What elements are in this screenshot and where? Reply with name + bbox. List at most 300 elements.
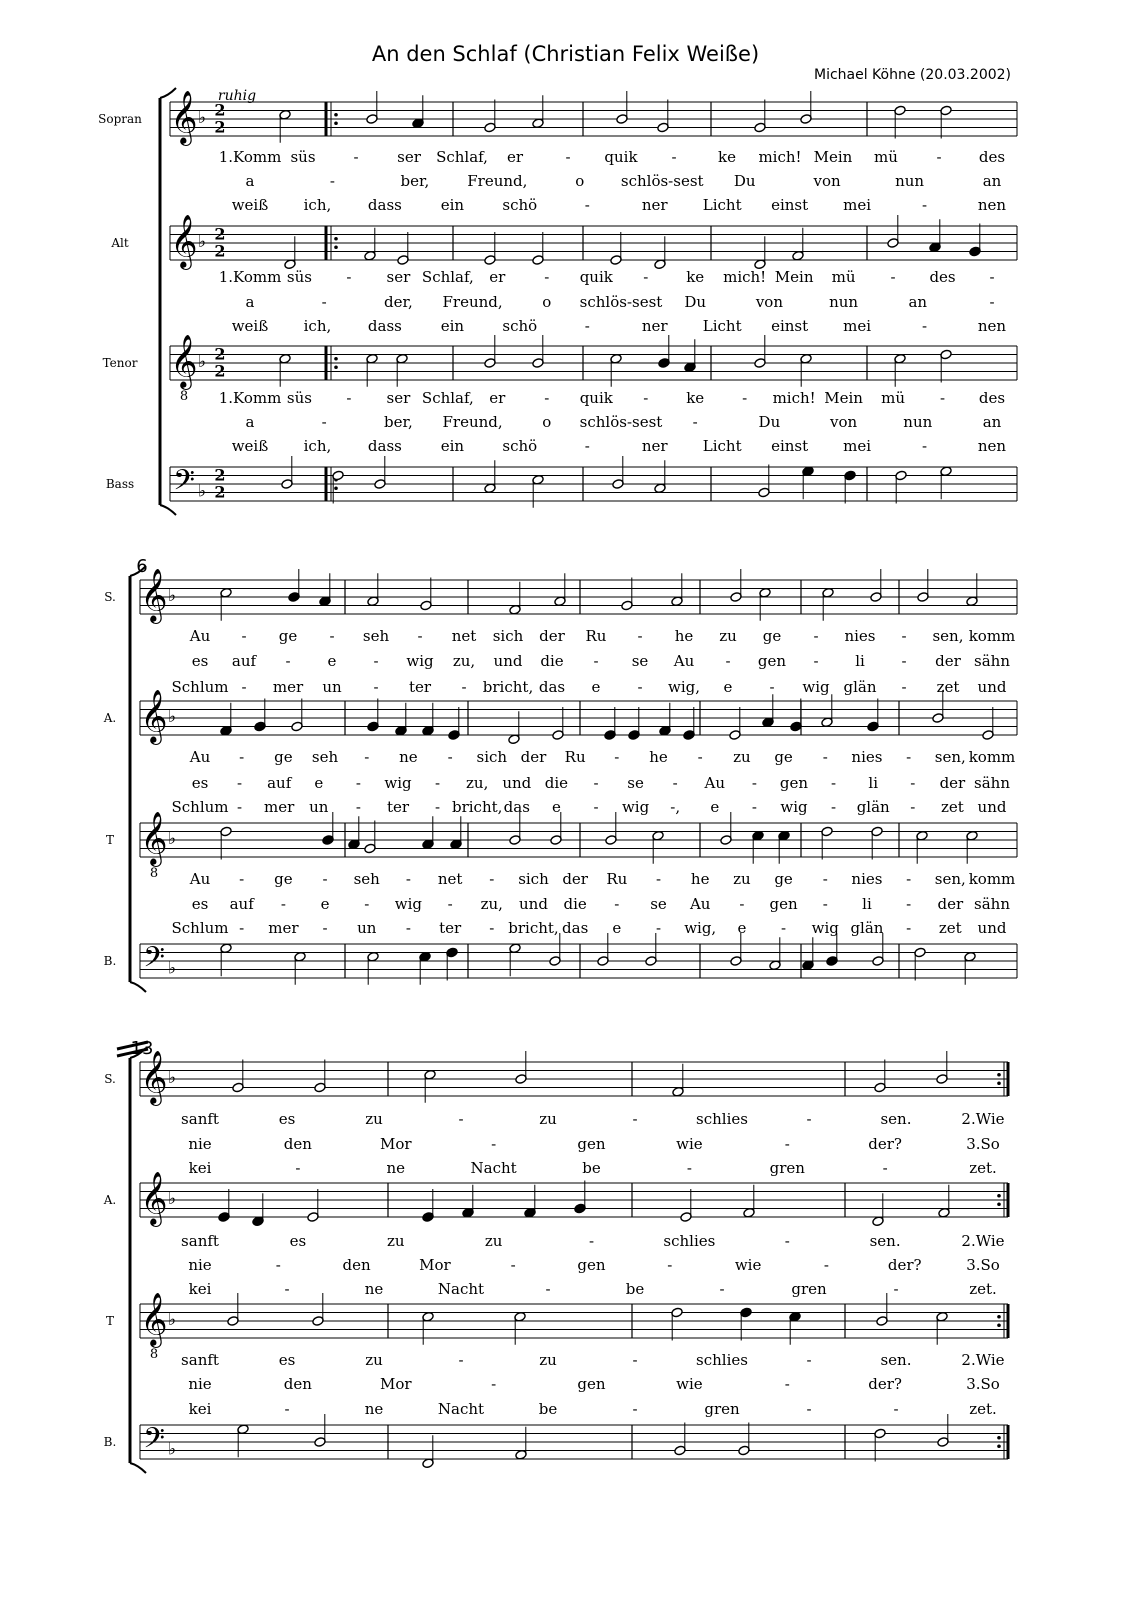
lyric-syllable: - (906, 919, 912, 937)
lyric-syllable: auf (231, 652, 257, 670)
lyric-syllable: zet (938, 919, 962, 937)
lyric-syllable: - (329, 172, 335, 190)
lyric-syllable: Schlaf, (436, 148, 488, 166)
lyric-syllable: den (283, 1135, 312, 1153)
lyric-syllable: - (285, 652, 291, 670)
lyric-syllable: - (910, 798, 916, 816)
lyric-syllable: Nacht (470, 1159, 517, 1177)
time-signature-numerator: 2 (214, 344, 226, 364)
lyric-syllable: 1.Komm (218, 389, 282, 407)
lyric-syllable: se (627, 774, 644, 792)
lyric-syllable: - (373, 652, 379, 670)
lyric-syllable: Licht (702, 317, 742, 335)
staff-1 (170, 91, 1017, 143)
lyric-syllable: - (901, 627, 907, 645)
lyric-syllable: zet. (969, 1400, 997, 1418)
lyric-syllable: kei (188, 1280, 212, 1298)
lyric-syllable: Licht (702, 196, 742, 214)
lyric-syllable: sanft (181, 1351, 219, 1369)
staff-name: A. (103, 711, 117, 725)
lyric-syllable: es (191, 652, 209, 670)
lyric-syllable: Nacht (437, 1400, 485, 1418)
lyric-syllable: Ru (564, 748, 586, 766)
lyric-syllable: er (489, 389, 506, 407)
lyric-syllable: bricht, (482, 678, 534, 696)
lyric-syllable: an (982, 413, 1002, 431)
lyric-syllable: der (937, 895, 964, 913)
lyric-syllable: zet. (969, 1280, 997, 1298)
lyric-syllable: wig, (667, 678, 701, 696)
lyric-syllable: - (241, 678, 247, 696)
lyric-syllable: - (632, 1110, 638, 1128)
lyric-syllable: be (625, 1280, 645, 1298)
lyric-syllable: e (723, 678, 733, 696)
lyric-syllable: - (672, 774, 678, 792)
treble-clef-icon: 𝄞 (170, 89, 198, 144)
flat-key-signature-icon: ♭ (167, 707, 177, 727)
lyric-syllable: - (239, 870, 245, 888)
lyric-syllable: und (977, 678, 1007, 696)
lyric-syllable: - (781, 919, 787, 937)
lyric-syllable: sich (476, 748, 508, 766)
lyric-syllable: süs (290, 148, 316, 166)
staff-3 (140, 1293, 1008, 1345)
lyric-syllable: zu, (480, 895, 503, 913)
lyric-syllable: wig (780, 798, 808, 816)
repeat-dot (997, 1081, 1001, 1085)
lyric-syllable: es (278, 1110, 296, 1128)
lyric-syllable: - (405, 919, 411, 937)
lyric-syllable: ser (386, 389, 411, 407)
lyric-syllable: - (890, 268, 896, 286)
lyric-syllable: des (978, 148, 1006, 166)
lyric-syllable: sanft (181, 1110, 219, 1128)
time-signature-numerator: 2 (214, 465, 226, 485)
lyric-syllable: - (632, 1351, 638, 1369)
lyric-syllable: von (813, 172, 841, 190)
lyric-syllable: e (612, 919, 622, 937)
lyric-syllable: nies (851, 748, 883, 766)
lyric-syllable: o (542, 413, 552, 431)
lyric-syllable: nun (895, 172, 925, 190)
lyric-syllable: ge (274, 870, 293, 888)
lyric-syllable: wig (394, 895, 423, 913)
lyric-syllable: 3.So (966, 1135, 1000, 1153)
flat-key-signature-icon: ♭ (197, 352, 207, 372)
lyric-syllable: mich! (758, 148, 802, 166)
repeat-dot (997, 1436, 1001, 1440)
lyric-syllable: zu (386, 1232, 405, 1250)
lyric-syllable: - (491, 1375, 497, 1393)
lyric-syllable: - (458, 1351, 464, 1369)
lyric-syllable: ke (686, 268, 705, 286)
lyric-syllable: wie (734, 1256, 762, 1274)
lyric-syllable: von (830, 413, 858, 431)
lyric-syllable: der? (868, 1135, 902, 1153)
lyric-syllable: - (637, 627, 643, 645)
lyric-syllable: und (502, 774, 532, 792)
lyric-syllable: der? (887, 1256, 922, 1274)
lyric-syllable: mich! (772, 389, 816, 407)
lyric-syllable: dass (367, 196, 402, 214)
lyric-syllable: - (417, 627, 423, 645)
time-signature-denominator: 2 (214, 482, 226, 502)
lyric-syllable: schlös-sest (620, 172, 704, 190)
lyric-syllable: gen (577, 1135, 606, 1153)
bass-clef-icon: 𝄢 (143, 1422, 165, 1463)
flat-key-signature-icon: ♭ (167, 829, 177, 849)
lyric-syllable: - (405, 870, 411, 888)
time-signature-denominator: 2 (214, 241, 226, 261)
lyric-syllable: und (493, 652, 523, 670)
lyric-syllable: - (295, 1159, 301, 1177)
lyric-syllable: ne (386, 1159, 406, 1177)
lyric-syllable: ber, (400, 172, 430, 190)
lyric-syllable: e (591, 678, 601, 696)
measure-number: 6 (136, 556, 148, 577)
lyric-syllable: nies (851, 870, 883, 888)
lyric-syllable: er (506, 148, 524, 166)
lyric-syllable: zu (733, 748, 751, 766)
lyric-syllable: schlös-sest (579, 293, 663, 311)
lyric-syllable: - (692, 413, 698, 431)
repeat-dot (334, 357, 338, 361)
lyric-syllable: und (977, 798, 1007, 816)
staff-name: B. (103, 1435, 117, 1449)
lyric-syllable: - (922, 437, 928, 455)
lyric-syllable: - (823, 1256, 829, 1274)
lyric-syllable: e (551, 798, 561, 816)
lyric-syllable: o (542, 293, 552, 311)
lyric-syllable: - (284, 1400, 290, 1418)
lyric-syllable: - (655, 919, 662, 937)
lyric-syllable: wig (384, 774, 412, 792)
lyric-syllable: zu (539, 1110, 557, 1128)
lyric-syllable: a (245, 413, 255, 431)
lyric-syllable: sanft (181, 1232, 219, 1250)
lyric-syllable: - (593, 798, 599, 816)
lyric-syllable: Ru (606, 870, 628, 888)
lyric-syllable: he (674, 627, 694, 645)
lyric-syllable: - (906, 895, 912, 913)
lyric-syllable: die (544, 774, 569, 792)
lyric-syllable: - (588, 1232, 595, 1250)
lyric-syllable: schlies (663, 1232, 716, 1250)
lyric-syllable: - (831, 798, 837, 816)
lyric-syllable: - (435, 798, 441, 816)
bass-clef-icon: 𝄢 (143, 941, 165, 982)
lyric-syllable: - (643, 389, 649, 407)
lyric-syllable: - (491, 1135, 497, 1153)
lyric-syllable: gen (577, 1375, 606, 1393)
lyric-syllable: das (538, 678, 566, 696)
lyric-syllable: se (650, 895, 667, 913)
lyric-syllable: bricht, (451, 798, 503, 816)
staff-name: Tenor (102, 356, 138, 370)
lyric-syllable: komm (968, 748, 1016, 766)
treble-clef-icon: 𝄞 (140, 810, 168, 865)
lyric-syllable: - (893, 1280, 899, 1298)
lyric-syllable: - (355, 798, 361, 816)
lyric-syllable: nen (977, 317, 1007, 335)
lyric-syllable: glän (856, 798, 890, 816)
lyric-syllable: einst (771, 317, 809, 335)
staff-name: Sopran (98, 112, 142, 126)
lyric-syllable: gren (704, 1400, 740, 1418)
repeat-dot (997, 1073, 1001, 1077)
lyric-syllable: - (632, 1400, 638, 1418)
lyric-syllable: he (690, 870, 710, 888)
lyric-syllable: Freund, (442, 413, 503, 431)
lyric-syllable: gren (791, 1280, 827, 1298)
lyric-syllable: - (435, 774, 441, 792)
lyric-syllable: be (582, 1159, 601, 1177)
lyric-syllable: - (584, 437, 590, 455)
lyric-syllable: e (737, 919, 747, 937)
lyric-syllable: - (239, 748, 245, 766)
lyric-syllable: die (540, 652, 564, 670)
lyric-syllable: - (322, 919, 328, 937)
lyric-syllable: li (855, 652, 865, 670)
lyric-syllable: schö (502, 437, 538, 455)
lyric-syllable: Mor (419, 1256, 451, 1274)
lyric-syllable: - (901, 678, 907, 696)
lyric-syllable: ge (278, 627, 298, 645)
lyric-syllable: mer (272, 678, 304, 696)
time-signature-numerator: 2 (214, 100, 226, 120)
lyric-syllable: er (489, 268, 506, 286)
lyric-syllable: - (565, 148, 571, 166)
lyric-syllable: zu, (466, 774, 489, 792)
lyric-syllable: - (545, 1280, 551, 1298)
lyric-syllable: weiß (231, 437, 269, 455)
lyric-syllable: süs (286, 268, 312, 286)
bracket-bottom-hook (160, 505, 176, 515)
lyric-syllable: zu (733, 870, 751, 888)
lyric-syllable: der (520, 748, 547, 766)
repeat-dot (334, 113, 338, 117)
lyric-syllable: ge (762, 627, 782, 645)
lyric-syllable: - (329, 627, 335, 645)
lyric-syllable: - (544, 268, 550, 286)
lyric-syllable: das (562, 919, 589, 937)
lyric-syllable: ter (408, 678, 432, 696)
lyric-syllable: li (868, 774, 879, 792)
lyric-syllable: - (364, 895, 370, 913)
lyric-syllable: dass (367, 437, 402, 455)
lyric-syllable: - (489, 919, 495, 937)
lyric-syllable: ge (774, 748, 793, 766)
lyric-syllable: es (289, 1232, 307, 1250)
lyric-syllable: - (922, 196, 928, 214)
staff-name: A. (103, 1193, 117, 1207)
lyric-syllable: e (327, 652, 337, 670)
lyric-syllable: mü (874, 148, 898, 166)
lyric-syllable: Mein (813, 148, 853, 166)
lyric-syllable: den (283, 1375, 312, 1393)
staff-3 (140, 812, 1017, 864)
lyric-syllable: - (806, 1110, 812, 1128)
lyric-syllable: Au (189, 870, 211, 888)
lyric-syllable: wig (802, 678, 830, 696)
flat-key-signature-icon: ♭ (167, 1310, 177, 1330)
lyric-syllable: he (649, 748, 668, 766)
lyric-syllable: es (191, 895, 209, 913)
staff-name: Bass (105, 477, 135, 491)
lyric-syllable: gren (769, 1159, 805, 1177)
lyric-syllable: mei (843, 437, 872, 455)
lyric-syllable: - (593, 652, 599, 670)
lyric-syllable: - (910, 774, 916, 792)
treble-clef-icon: 𝄞 (140, 688, 168, 743)
lyric-syllable: ich, (303, 196, 332, 214)
lyric-syllable: - (241, 627, 247, 645)
lyric-syllable: - (447, 748, 453, 766)
lyric-syllable: - (237, 774, 243, 792)
lyric-syllable: - (584, 317, 590, 335)
lyric-syllable: - (321, 293, 327, 311)
lyric-syllable: - (239, 919, 245, 937)
lyric-syllable: - (725, 652, 731, 670)
time-signature-numerator: 2 (214, 224, 226, 244)
lyric-syllable: wig (621, 798, 650, 816)
lyric-syllable: Mein (824, 389, 863, 407)
lyric-syllable: auf (229, 895, 254, 913)
lyric-syllable: - (614, 895, 620, 913)
treble-clef-icon: 𝄞 (170, 213, 198, 268)
lyric-syllable: - (822, 895, 828, 913)
lyric-syllable: mer (264, 798, 295, 816)
lyric-syllable: zet (936, 678, 960, 696)
lyric-syllable: Mor (379, 1135, 412, 1153)
repeat-dot (334, 365, 338, 369)
lyric-syllable: - (719, 1280, 725, 1298)
lyric-syllable: schö (502, 317, 538, 335)
lyric-syllable: e (314, 774, 324, 792)
lyric-syllable: der (562, 870, 588, 888)
lyric-syllable: das (503, 798, 530, 816)
lyric-syllable: ein (440, 196, 465, 214)
lyric-syllable: seh (353, 870, 380, 888)
lyric-syllable: - (901, 652, 907, 670)
system-3 (117, 1042, 1008, 1473)
treble-clef-icon: 𝄞 (140, 1049, 168, 1104)
lyric-syllable: glän (850, 919, 884, 937)
lyric-syllable: nie (188, 1256, 212, 1274)
lyric-syllable: sähn (974, 895, 1010, 913)
lyric-syllable: - (353, 148, 359, 166)
lyric-syllable: nun (829, 293, 859, 311)
octave-marker: 8 (149, 1347, 159, 1362)
lyric-syllable: ner (641, 196, 668, 214)
lyric-syllable: einst (771, 437, 809, 455)
lyric-syllable: seh (311, 748, 339, 766)
lyric-syllable: weiß (231, 317, 269, 335)
staff-3 (170, 335, 1017, 387)
lyric-syllable: - (686, 1159, 692, 1177)
lyric-syllable: schö (502, 196, 538, 214)
lyric-syllable: 1.Komm (218, 148, 282, 166)
lyric-syllable: sich (492, 627, 524, 645)
lyric-syllable: sähn (974, 774, 1010, 792)
lyric-syllable: - (346, 389, 352, 407)
lyric-syllable: - (769, 678, 775, 696)
time-signature-denominator: 2 (214, 117, 226, 137)
lyric-syllable: - (655, 870, 662, 888)
lyric-syllable: Au (673, 652, 695, 670)
lyric-syllable: sen. (880, 1110, 912, 1128)
lyric-syllable: Au (689, 895, 711, 913)
lyric-syllable: - (322, 870, 328, 888)
lyric-syllable: 2.Wie (961, 1232, 1005, 1250)
composer-credit: Michael Köhne (20.03.2002) (813, 67, 1011, 83)
lyric-syllable: an (908, 293, 928, 311)
lyric-syllable: - (936, 148, 942, 166)
lyric-syllable: zu (365, 1110, 383, 1128)
lyric-syllable: einst (771, 196, 809, 214)
lyric-syllable: ge (274, 748, 293, 766)
staff-name: B. (103, 954, 117, 968)
lyric-syllable: - (882, 1159, 888, 1177)
repeat-dot (997, 1323, 1001, 1327)
lyric-syllable: wig, (684, 919, 717, 937)
staff-name: S. (104, 1072, 116, 1086)
staff-4 (140, 1414, 1008, 1469)
lyric-syllable: dass (367, 317, 402, 335)
page-title: An den Schlaf (Christian Felix Weiße) (371, 42, 760, 66)
repeat-dot (334, 237, 338, 241)
lyric-syllable: quik (579, 389, 613, 407)
lyric-syllable: - (447, 895, 453, 913)
lyric-syllable: - (751, 798, 757, 816)
lyric-syllable: net (451, 627, 477, 645)
lyric-syllable: Au (189, 627, 211, 645)
lyric-syllable: sen. (880, 1351, 912, 1369)
lyric-syllable: -, (670, 798, 681, 816)
lyric-syllable: nie (188, 1375, 212, 1393)
flat-key-signature-icon: ♭ (167, 958, 177, 979)
lyric-syllable: 2.Wie (961, 1351, 1005, 1369)
treble-clef-icon: 𝄞 (170, 333, 198, 388)
lyric-syllable: gen (757, 652, 787, 670)
lyric-syllable: Au (189, 748, 211, 766)
lyric-syllable: komm (968, 870, 1016, 888)
lyric-syllable: ser (386, 268, 411, 286)
lyric-syllable: es (278, 1351, 296, 1369)
lyric-syllable: Mor (379, 1375, 412, 1393)
lyric-syllable: schlös-sest (579, 413, 663, 431)
lyric-syllable: a (245, 172, 255, 190)
lyric-syllable: Du (733, 172, 756, 190)
lyric-syllable: die (563, 895, 587, 913)
lyric-syllable: ner (641, 317, 668, 335)
tempo-marking: ruhig (217, 88, 257, 104)
lyric-syllable: nies (844, 627, 876, 645)
staff-4 (170, 456, 1017, 508)
lyric-syllable: - (831, 774, 837, 792)
lyric-syllable: ich, (303, 437, 332, 455)
staff-2 (170, 215, 1017, 270)
lyric-syllable: ber, (384, 413, 413, 431)
lyric-syllable: ner (641, 437, 668, 455)
bracket-bottom-hook (130, 1463, 146, 1473)
lyric-syllable: zet (940, 798, 964, 816)
treble-clef-icon: 𝄞 (140, 1291, 168, 1346)
lyric-syllable: li (862, 895, 872, 913)
lyric-syllable: schlies (696, 1110, 748, 1128)
lyric-syllable: ne (399, 748, 418, 766)
repeat-dot (334, 245, 338, 249)
